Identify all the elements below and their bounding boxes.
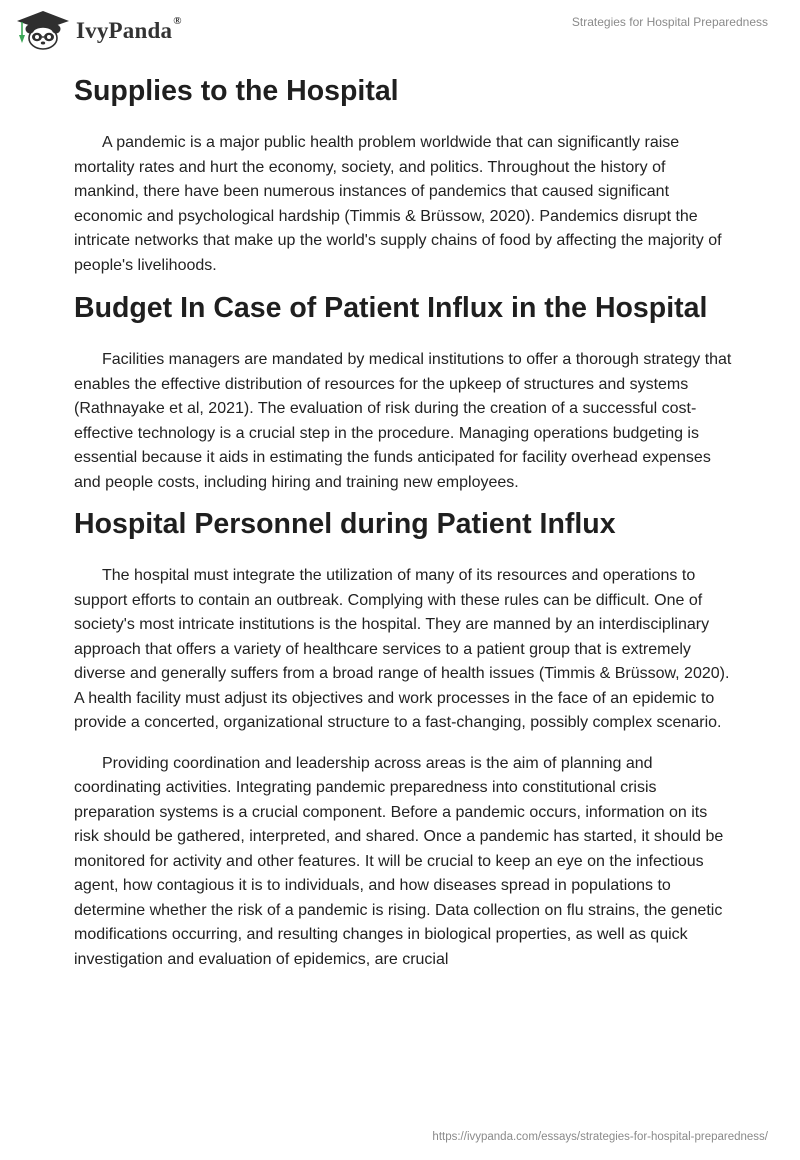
section-heading-personnel: Hospital Personnel during Patient Influx xyxy=(74,508,616,540)
logo-wordmark xyxy=(76,15,182,44)
registered-mark: ® xyxy=(173,15,182,27)
section-heading-budget: Budget In Case of Patient Influx in the Hospital xyxy=(74,292,708,324)
page-header xyxy=(0,0,800,60)
ivypanda-logo[interactable] xyxy=(14,10,182,50)
paragraph: A pandemic is a major public health problem worldwide that can significantly raise mortality rates and hurt the economy, society, and politics. Throughout the history of mankind, there have been numerous instances of pandemics that caused significant economic and psychological hardship (Timmis & Brüssow, 2020). Pandemics disrupt the intricate networks that make up the world's supply chains of food by affecting the majority of people's livelihoods. xyxy=(74,134,722,274)
paragraph: The hospital must integrate the utilization of many of its resources and operations to support efforts to contain an outbreak. Complying with these rules can be difficult. One of society's most intricate institutions is the hospital. They are manned by an interdisciplinary approach that offers a variety of healthcare services to a patient group that is extremely diverse and generally suffers from a broad range of health issues (Timmis & Brüssow, 2020). A health facility must adjust its objectives and work processes in the face of an epidemic to provide a concerted, organizational structure to a fast-changing, possibly complex scenario. xyxy=(74,567,730,731)
essay-body xyxy=(74,74,734,972)
panda-graduate-icon xyxy=(14,10,72,50)
paragraph: Providing coordination and leadership across areas is the aim of planning and coordinating activities. Integrating pandemic preparedness into constitutional crisis preparation systems is a crucial component. Before a pandemic occurs, information on its risk should be gathered, interpreted, and shared. Once a pandemic has started, it should be monitored for activity and other features. It will be crucial to keep an eye on the infectious agent, how contagious it is to individuals, and how diseases spread in populations to determine whether the risk of a pandemic is rising. Data collection on flu strains, the genetic modifications occurring, and resulting changes in biological properties, as well as quick investigation and evaluation of epidemics, are crucial xyxy=(74,754,724,968)
source-url-link[interactable]: https://ivypanda.com/essays/strategies-for-hospital-preparedness/ xyxy=(432,1131,768,1143)
section-heading-supplies: Supplies to the Hospital xyxy=(74,75,399,107)
paragraph: Facilities managers are mandated by medical institutions to offer a thorough strategy that enables the effective distribution of resources for the upkeep of structures and systems (Rathnayake et al, 2021). The evaluation of risk during the creation of a successful cost-effective technology is a crucial step in the procedure. Managing operations budgeting is essential because it aids in estimating the funds anticipated for facility overhead expenses and people costs, including hiring and training new employees. xyxy=(74,351,732,491)
logo-text: IvyPanda xyxy=(76,18,173,43)
document-title: Strategies for Hospital Preparedness xyxy=(571,15,768,29)
